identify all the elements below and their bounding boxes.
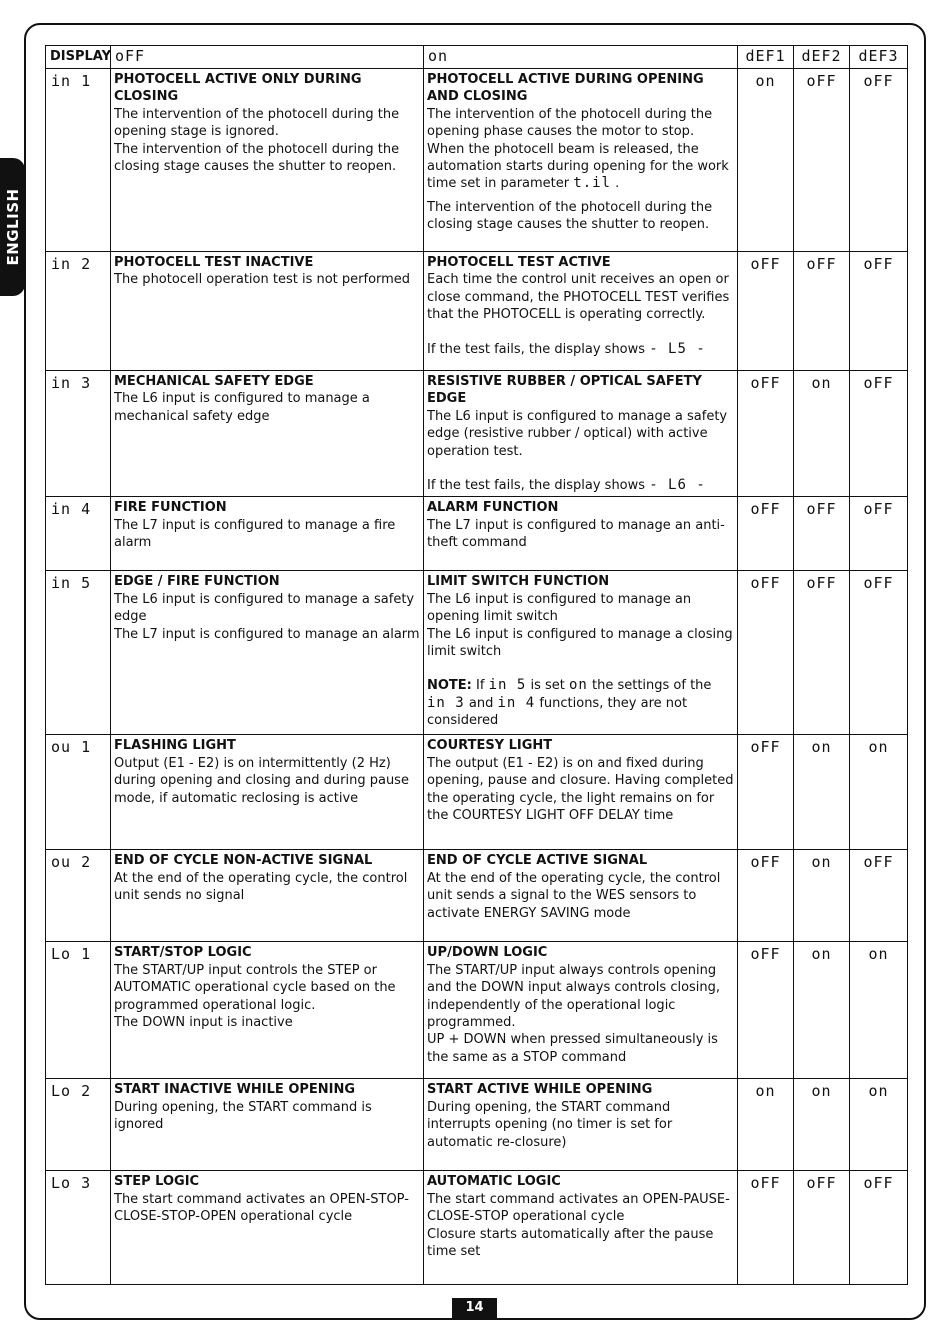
off-cell [111,497,424,571]
on-text: If the test fails, the display shows - L5 - [427,340,706,357]
on-text: At the end of the operating cycle, the control unit sends a signal to the WES sensors to activate ENERGY SAVING mode [427,870,721,921]
table-row [46,69,908,252]
on-text: UP + DOWN when pressed simultaneously is the same as a STOP command [427,1032,718,1065]
off-text: During opening, the START command is ignored [114,1099,372,1133]
page-number: 14 [452,1298,497,1318]
def1-value: oFF [738,735,794,850]
off-text: The photocell operation test is not performed [114,272,411,288]
on-text: The intervention of the photocell during the opening phase causes the motor to stop. When the photocell beam is released, the automation starts during opening for the work time set in parameter t.il . [427,106,729,192]
on-cell [424,942,738,1079]
off-cell [111,850,424,942]
def2-value: on [794,735,850,850]
on-text: Closure starts automatically after the pause time set [427,1226,714,1260]
on-cell [424,571,738,735]
on-title: ALARM FUNCTION [427,500,559,516]
table-row [46,850,908,942]
off-title: PHOTOCELL TEST INACTIVE [114,255,314,270]
on-title: PHOTOCELL TEST ACTIVE [427,255,611,270]
off-title: END OF CYCLE NON-ACTIVE SIGNAL [114,853,373,869]
on-title: UP/DOWN LOGIC [427,945,548,961]
def2-value: on [794,942,850,1079]
display-code: in 3 [46,371,111,497]
off-cell [111,69,424,252]
parameter-table [45,45,908,1285]
on-text: During opening, the START command interrupts opening (no timer is set for automatic re-closure) [427,1099,673,1150]
on-cell [424,497,738,571]
off-text: The L6 input is configured to manage a safety edge [114,591,415,625]
def2-value: oFF [794,571,850,735]
def3-value: on [850,942,908,1079]
off-title: MECHANICAL SAFETY EDGE [114,374,314,389]
def2-value: on [794,1079,850,1171]
def2-value: oFF [794,1171,850,1285]
on-text: The START/UP input always controls opening and the DOWN input always controls closing, independently of the operational logic programmed. [427,962,721,1031]
off-cell [111,371,424,497]
note-label: NOTE: [427,678,472,694]
table-row [46,735,908,850]
on-text: The start command activates an OPEN-PAUSE-CLOSE-STOP operational cycle [427,1191,730,1225]
on-text: The L7 input is configured to manage an anti-theft command [427,517,725,551]
parameter-code: t.il [573,175,611,192]
on-header: on [424,46,738,69]
on-title: LIMIT SWITCH FUNCTION [427,574,610,590]
off-header: oFF [111,46,424,69]
on-cell [424,252,738,371]
on-text: If the test fails, the display shows - L6 - [427,477,706,494]
def3-value: oFF [850,571,908,735]
def3-value: oFF [850,371,908,497]
off-text: The start command activates an OPEN-STOP-CLOSE-STOP-OPEN operational cycle [114,1191,409,1225]
def1-value: oFF [738,497,794,571]
off-text: The START/UP input controls the STEP or AUTOMATIC operational cycle based on the programmed operational logic. [114,962,396,1013]
off-cell [111,252,424,371]
display-code: in 1 [46,69,111,252]
def1-value: oFF [738,850,794,942]
def1-value: oFF [738,571,794,735]
on-text: The output (E1 - E2) is on and fixed during opening, pause and closure. Having completed the operating cycle, the light remains on for the COURTESY LIGHT OFF DELAY time [427,755,734,824]
off-title: FLASHING LIGHT [114,738,236,754]
def2-value: oFF [794,497,850,571]
table-row [46,497,908,571]
off-cell [111,571,424,735]
off-cell [111,1171,424,1285]
def3-value: oFF [850,69,908,252]
on-cell [424,69,738,252]
error-code: - L6 - [649,477,706,494]
display-code: ou 1 [46,735,111,850]
def2-value: oFF [794,69,850,252]
def3-value: oFF [850,1171,908,1285]
off-cell [111,1079,424,1171]
def1-value: on [738,1079,794,1171]
display-header: DISPLAY [46,46,111,69]
off-title: START/STOP LOGIC [114,945,252,961]
def1-value: oFF [738,942,794,1079]
def1-value: on [738,69,794,252]
on-cell [424,371,738,497]
language-tab-label: ENGLISH [3,188,22,266]
off-cell [111,735,424,850]
def2-value: on [794,850,850,942]
on-title: PHOTOCELL ACTIVE DURING OPENING AND CLOSING [427,72,704,105]
off-text: The DOWN input is inactive [114,1015,293,1031]
display-code: in 2 [46,252,111,371]
on-cell [424,850,738,942]
on-title: END OF CYCLE ACTIVE SIGNAL [427,853,648,869]
on-title: RESISTIVE RUBBER / OPTICAL SAFETY EDGE [427,374,702,407]
table-header-row [46,46,908,69]
table-row [46,571,908,735]
on-text: The L6 input is configured to manage a safety edge (resistive rubber / optical) with active operation test. [427,408,728,459]
on-title: START ACTIVE WHILE OPENING [427,1082,653,1098]
note-text: NOTE: If in 5 is set on the settings of the in 3 and in 4 functions, they are not considered [427,677,712,729]
off-text: The L7 input is configured to manage a fire alarm [114,517,396,551]
table-row [46,371,908,497]
off-title: START INACTIVE WHILE OPENING [114,1082,356,1098]
on-title: AUTOMATIC LOGIC [427,1174,561,1190]
on-text: Each time the control unit receives an open or close command, the PHOTOCELL TEST verifies that the PHOTOCELL is operating correctly. [427,272,730,323]
def2-value: oFF [794,252,850,371]
def3-value: oFF [850,497,908,571]
display-code: in 4 [46,497,111,571]
table-row [46,1079,908,1171]
table-row [46,252,908,371]
off-title: EDGE / FIRE FUNCTION [114,574,280,590]
def3-value: on [850,1079,908,1171]
on-cell [424,1171,738,1285]
off-title: PHOTOCELL ACTIVE ONLY DURING CLOSING [114,72,362,105]
def1-value: oFF [738,1171,794,1285]
off-text: The intervention of the photocell during the opening stage is ignored. [114,106,400,140]
off-text: The intervention of the photocell during the closing stage causes the shutter to reopen. [114,141,400,175]
off-title: STEP LOGIC [114,1174,200,1190]
error-code: - L5 - [649,340,706,357]
on-cell [424,1079,738,1171]
display-code: ou 2 [46,850,111,942]
off-title: FIRE FUNCTION [114,500,227,516]
display-code: in 5 [46,571,111,735]
off-text: The L7 input is configured to manage an alarm [114,626,420,642]
def3-value: on [850,735,908,850]
table-row [46,1171,908,1285]
def1-value: oFF [738,371,794,497]
def2-value: on [794,371,850,497]
on-text: The L6 input is configured to manage a closing limit switch [427,626,733,660]
def3-header: dEF3 [850,46,908,69]
off-text: Output (E1 - E2) is on intermittently (2 Hz) during opening and closing and during pause mode, if automatic reclosing is active [114,755,409,806]
on-cell [424,735,738,850]
on-text: The intervention of the photocell during the closing stage causes the shutter to reopen. [427,199,713,233]
table-row [46,942,908,1079]
display-code: Lo 2 [46,1079,111,1171]
on-text: The L6 input is configured to manage an opening limit switch [427,591,692,625]
language-tab [0,158,25,296]
def2-header: dEF2 [794,46,850,69]
def3-value: oFF [850,850,908,942]
def1-value: oFF [738,252,794,371]
off-text: At the end of the operating cycle, the control unit sends no signal [114,870,408,904]
def3-value: oFF [850,252,908,371]
on-title: COURTESY LIGHT [427,738,553,754]
off-cell [111,942,424,1079]
display-code: Lo 3 [46,1171,111,1285]
off-text: The L6 input is configured to manage a mechanical safety edge [114,391,370,424]
display-code: Lo 1 [46,942,111,1079]
def1-header: dEF1 [738,46,794,69]
